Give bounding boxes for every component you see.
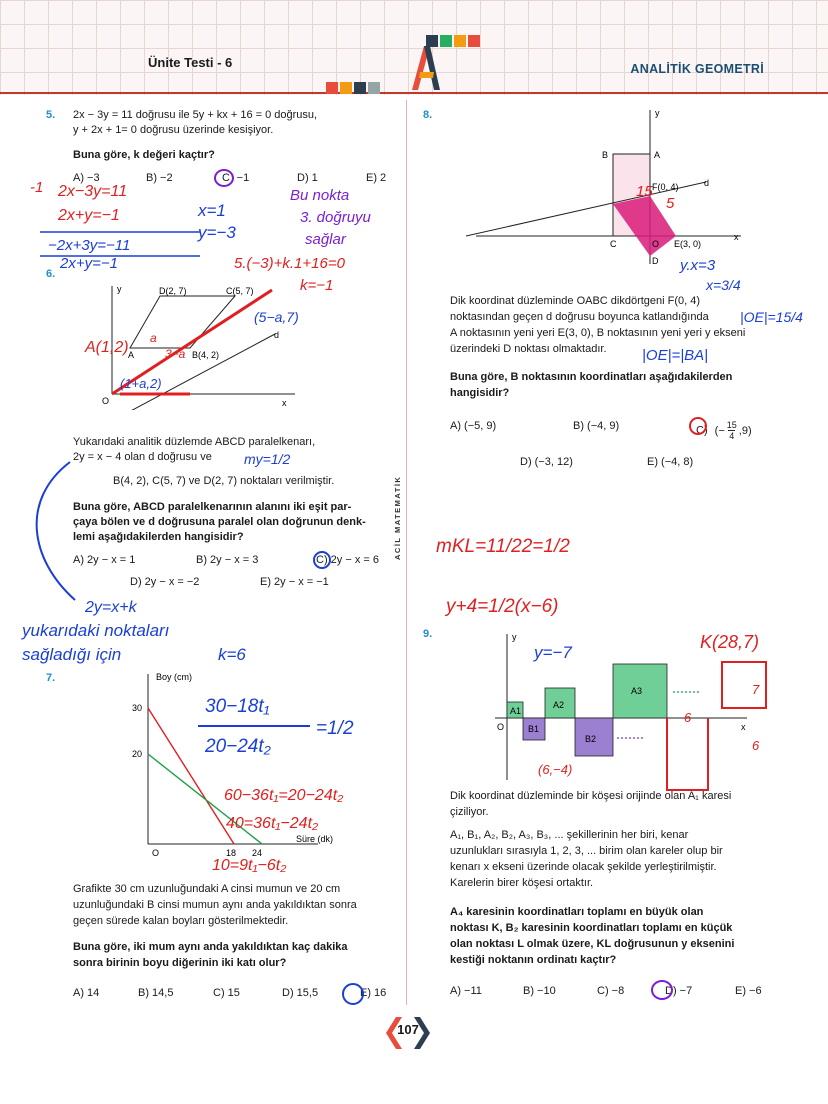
q7-option-c[interactable]: C) 15 [213,987,240,999]
q6-number: 6. [46,268,56,280]
q8-label-d: D [652,256,659,266]
q7-option-a[interactable]: A) 14 [73,987,100,999]
q8-option-c-minus: − [718,424,725,437]
q9-question-2: noktası K, B₂ karesinin koordinatları toplamı en küçük [450,922,733,934]
hw-q5-note3: sağlar [305,231,346,248]
hw-q5-sub: 5.(−3)+k.1+16=0 [234,255,345,272]
hw-q6-eq: 2y=x+k [85,599,137,616]
q6-text-2: 2y = x − 4 olan d doğrusu ve [73,451,212,463]
q6-option-a[interactable]: A) 2y − x = 1 [73,554,136,566]
hw-q7-eq2: 40=36t₁−24t₂ [226,815,319,832]
q7-text-2: uzunluğundaki B cinsi mumun aynı anda yakıldıktan sonra [73,899,357,911]
page-number-badge [380,1013,436,1058]
hw-q7-eq1: 60−36t₁=20−24t₂ [224,787,344,804]
q6-parallelogram [130,296,235,348]
q9-question-1: A₄ karesinin koordinatları toplamı en büyük olan [450,906,704,918]
q8-option-c-tail: ,9 [738,424,748,437]
q8-option-a[interactable]: A) (−5, 9) [450,420,497,432]
q9-number: 9. [423,628,433,640]
hw-q8-slope: mKL=11/22=1/2 [436,536,570,557]
q8-label-c: C [610,239,617,249]
hw-q6-a: A(1,2) [85,339,129,356]
hw-q6-arrow [37,462,75,600]
q5-option-a[interactable]: A) −3 [73,172,100,184]
q8-text-1: Dik koordinat düzleminde OABC dikdörtgeni F(0, 4) [450,295,701,307]
q9-text-4: uzunlukları sırasıyla 1, 2, 3, ... birim olan kareler olup bir [450,845,723,857]
hw-q9-l: (6,−4) [538,762,573,777]
q6-label-x: x [282,398,287,408]
q9-label-y: y [512,632,517,642]
q7-tick-24: 24 [252,848,263,858]
hw-q9-k: K(28,7) [700,632,760,652]
q7-option-e[interactable]: E) 16 [360,987,387,999]
q9-option-a[interactable]: A) −11 [450,985,482,997]
hw-q8-eq: y.x=3 [680,257,716,274]
q6-label-b: B(4, 2) [192,350,220,360]
q8-label-line-d: d [704,178,710,188]
q6-question-1: Buna göre, ABCD paralelkenarının alanını iki eşit par- [73,501,352,513]
q7-xlabel: Süre (dk) [296,834,334,844]
q8-number: 8. [423,109,433,121]
hw-q7-half: =1/2 [316,718,354,739]
hw-q6-slope: my=1/2 [244,451,291,467]
q7-line-a [148,708,234,844]
q9-question-3: olan noktası L olmak üzere, KL doğrusunun y eksenini [450,938,735,950]
q7-option-d[interactable]: D) 15,5 [282,987,319,999]
q8-label-f: F(0, 4) [652,182,679,192]
hw-q8-15: 15 [636,183,653,200]
q9-text-2: çiziliyor. [450,806,489,818]
hw-q5-eq1: 2x−3y=11 [58,183,128,200]
q9-label-b1: B1 [528,724,540,734]
hw-q9-y: y=−7 [534,643,572,662]
q5-text-1: 2x − 3y = 11 doğrusu ile 5y + kx + 16 = 0 doğrusu, [73,109,318,121]
q9-option-c[interactable]: C) −8 [597,985,625,997]
brand-logo-icon [384,32,484,94]
q9-label-o: O [497,722,505,732]
page-number: 107 [397,1022,419,1037]
q6-question-3: lemi aşağıdakilerden hangisidir? [73,531,244,543]
q6-label-a: A [128,350,135,360]
q9-question-4: kestiği noktanın ordinatı kaçtır? [450,954,617,966]
q9-text-6: Karelerin birer köşesi ortaktır. [450,877,594,889]
q6-option-d[interactable]: D) 2y − x = −2 [130,576,200,588]
q5-option-e[interactable]: E) 2 [366,172,387,184]
q8-text-4: üzerindeki D noktası olmaktadır. [450,343,607,355]
q7-question-1: Buna göre, iki mum aynı anda yakıldıktan kaç dakika [73,941,348,953]
q8-text-3: A noktasının yeni yeri E(3, 0), B noktasının yeni yeri y ekseni [450,327,746,339]
q6-question-2: çaya bölen ve d doğrusuna paralel olan doğrunun denk- [73,516,366,528]
q7-number: 7. [46,672,56,684]
q8-option-c-denominator: 4 [729,431,735,441]
hw-q5-y: y=−3 [198,223,236,242]
q6-text-3: B(4, 2), C(5, 7) ve D(2, 7) noktaları verilmiştir. [113,475,335,487]
q7-ylabel: Boy (cm) [156,672,192,682]
hw-q5-note1: Bu nokta [290,187,350,204]
decor-squares-icon [326,82,382,94]
q7-question-2: sonra birinin boyu diğerinin iki katı olur? [73,957,287,969]
hw-q6-note2: sağladığı için [22,645,122,664]
hw-q9-6: 6 [684,710,692,725]
hw-q5-slash: -1 [30,179,44,196]
hw-q8-x: x=3/4 [706,277,741,293]
q7-text-3: geçen sürede kalan boyları gösterilmektedir. [73,915,289,927]
q6-label-o: O [102,396,110,406]
q7-tick-18: 18 [226,848,237,858]
hw-q8-oe: |OE|=15/4 [740,309,803,325]
q8-option-c-value: ( − $\frac{15}{4}$ ,9 ) [714,420,752,441]
q6-option-b[interactable]: B) 2y − x = 3 [196,554,259,566]
q6-label-d: D(2, 7) [159,286,187,296]
hw-q6-aa: a [150,331,157,345]
hw-q9-7: 7 [752,682,760,697]
hw-q5-x: x=1 [198,201,226,220]
hw-q6-c: (5−a,7) [254,309,299,325]
q8-option-c[interactable] [696,420,752,441]
subject-title: ANALİTİK GEOMETRİ [630,62,764,76]
hw-q8-line: y+4=1/2(x−6) [446,596,559,617]
column-divider [406,100,407,1005]
q8-label-o: O [652,239,660,249]
q7-figure [118,668,358,868]
q9-text-3: A₁, B₁, A₂, B₂, A₃, B₃, ... şekillerinin her biri, kenar [450,829,689,841]
hw-q5-note2: 3. doğruyu [300,209,371,226]
hw-q8-oe-ba: |OE|=|BA| [642,347,709,364]
q9-label-b2: B2 [585,734,597,744]
q9-text-1: Dik koordinat düzleminde bir köşesi orijinde olan A₁ karesi [450,790,732,802]
q9-label-a1: A1 [510,706,522,716]
q7-tick-20: 20 [132,749,143,759]
hw-q5-eq2: 2x+y=−1 [58,207,120,224]
q8-option-c-numerator: 15 [726,420,737,430]
hw-q6-note1: yukarıdaki noktaları [22,621,170,640]
q6-label-y: y [117,284,122,294]
q5-option-c[interactable]: C) −1 [222,172,250,184]
q6-label-c: C(5, 7) [226,286,254,296]
q8-label-a: A [654,150,661,160]
q9-text-5: kenarı x ekseni üzerinde olacak şekilde yerleştirilmiştir. [450,861,717,873]
q8-question-1: Buna göre, B noktasının koordinatları aşağıdakilerden [450,371,733,383]
q6-figure [90,282,300,410]
q9-option-e[interactable]: E) −6 [735,985,762,997]
q8-label-y: y [655,108,660,118]
hw-q5-eq3: −2x+3y=−11 [48,237,131,254]
hw-q6-3a: 3−a [165,347,186,361]
q8-label-e: E(3, 0) [674,239,702,249]
q6-label-line-d: d [274,330,280,340]
q8-option-c-fraction [727,420,737,441]
hw-q5-eq4: 2x+y=−1 [60,255,118,272]
q7-line-b [148,754,262,844]
q9-option-b[interactable]: B) −10 [523,985,556,997]
hw-q7-eq3: 10=9t₁−6t₂ [212,857,287,874]
q5-question: Buna göre, k değeri kaçtır? [73,149,215,161]
q9-label-a2: A2 [553,700,565,710]
q5-text-2: y + 2x + 1= 0 doğrusu üzerinde kesişiyor. [73,124,274,136]
q8-option-c-label: C) [696,424,708,437]
q9-label-x: x [741,722,746,732]
q5-option-d[interactable]: D) 1 [297,172,318,184]
q9-option-d[interactable]: D) −7 [665,985,693,997]
q7-tick-30: 30 [132,703,143,713]
q8-figure [466,104,756,274]
q5-number: 5. [46,109,56,121]
q8-option-d[interactable]: D) (−3, 12) [520,456,573,468]
q8-option-b[interactable]: B) (−4, 9) [573,420,620,432]
hw-q7-den: 20−24t₂ [205,736,271,757]
side-brand-text: ACİL MATEMATİK [393,475,402,560]
q6-text-1: Yukarıdaki analitik düzlemde ABCD paralelkenarı, [73,436,316,448]
q8-label-x: x [734,232,739,242]
hw-q8-5: 5 [666,195,675,212]
hw-q7-num: 30−18t₁ [205,696,270,717]
hw-q5-k: k=−1 [300,277,334,294]
q8-text-2: noktasından geçen d doğrusu boyunca katlandığında [450,311,709,323]
unit-test-title: Ünite Testi - 6 [148,55,233,70]
q7-option-b[interactable]: B) 14,5 [138,987,174,999]
q5-option-b[interactable]: B) −2 [146,172,173,184]
q7-origin: O [152,848,160,858]
hw-q6-point: (1+a,2) [120,376,162,391]
hw-q6-k: k=6 [218,645,246,664]
hw-q9-6b: 6 [752,738,760,753]
q9-label-a3: A3 [631,686,643,696]
q6-option-c[interactable]: C) 2y − x = 6 [316,554,379,566]
q8-label-b: B [602,150,609,160]
q9-figure [485,630,755,782]
q8-option-e[interactable]: E) (−4, 8) [647,456,694,468]
q7-text-1: Grafikte 30 cm uzunluğundaki A cinsi mumun ve 20 cm [73,883,341,895]
q6-option-e[interactable]: E) 2y − x = −1 [260,576,329,588]
q8-question-2: hangisidir? [450,387,510,399]
